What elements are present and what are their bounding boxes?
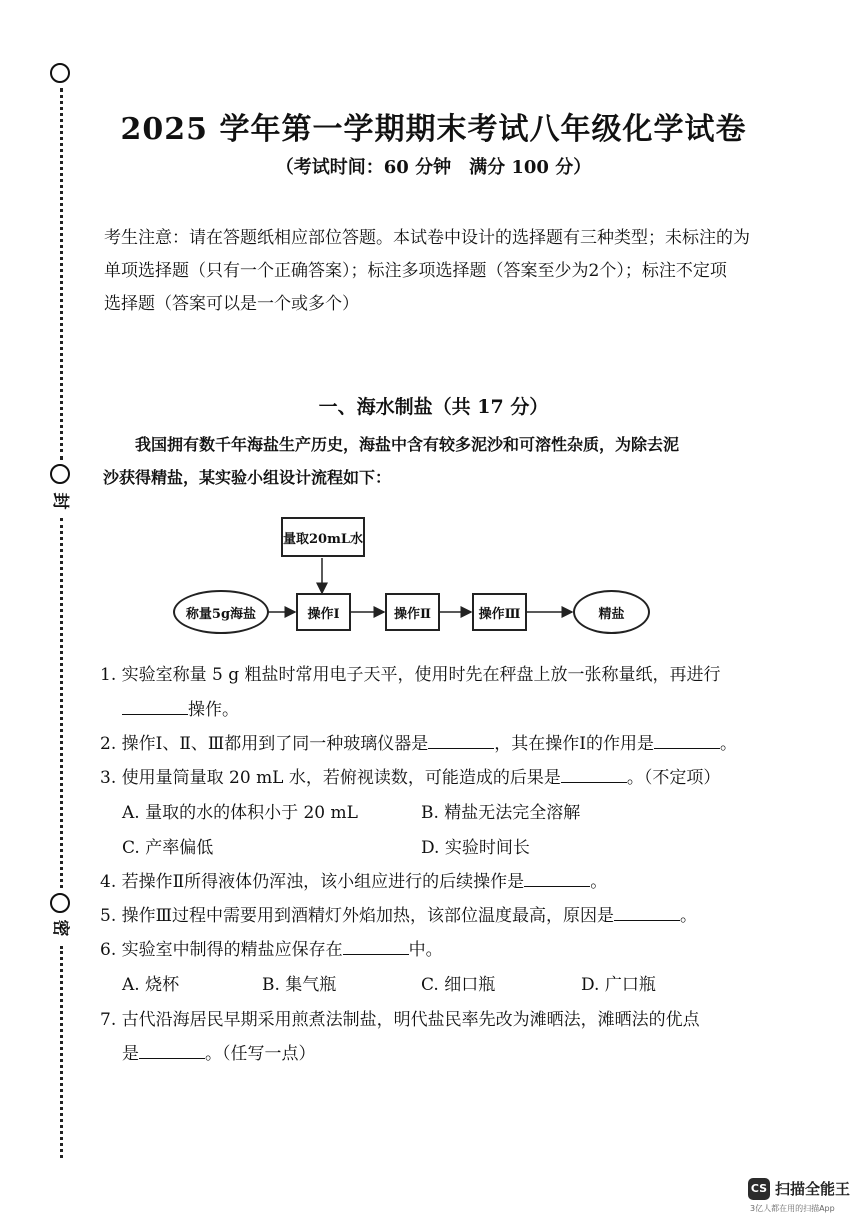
question-text: 。（任写一点）: [205, 1044, 316, 1064]
question-7: [100, 1008, 700, 1032]
notice-line: 考生注意：请在答题纸相应部位答题。本试卷中设计的选择题有三种类型；未标注的为: [104, 228, 750, 248]
notice-line: 单项选择题（只有一个正确答案）；标注多项选择题（答案至少为2个）；标注不定项: [104, 261, 727, 281]
camscanner-logo-icon: CS: [748, 1178, 770, 1200]
question-2: [100, 732, 737, 756]
question-3: [100, 766, 720, 790]
question-6: [100, 938, 443, 962]
answer-blank[interactable]: [654, 732, 720, 749]
question-text: 5. 操作Ⅲ过程中需要用到酒精灯外焰加热，该部位温度最高，原因是: [100, 906, 615, 926]
option-b: B. 精盐无法完全溶解: [421, 803, 581, 823]
section-title: 一、海水制盐（共 17 分）: [318, 396, 549, 418]
notice-line: 选择题（答案可以是一个或多个）: [104, 294, 359, 314]
question-text: 。: [590, 872, 608, 892]
question-7-cont: [122, 1042, 316, 1066]
option-b: B. 集气瓶: [262, 975, 337, 995]
question-text: 是: [122, 1044, 139, 1064]
option-c: C. 细口瓶: [421, 975, 496, 995]
answer-blank[interactable]: [428, 732, 494, 749]
answer-blank[interactable]: [139, 1042, 205, 1059]
question-text: 2. 操作Ⅰ、Ⅱ、Ⅲ都用到了同一种玻璃仪器是: [100, 734, 429, 754]
option-a: A. 量取的水的体积小于 20 mL: [122, 803, 358, 823]
option-d: D. 实验时间长: [421, 838, 530, 858]
question-text: 4. 若操作Ⅱ所得液体仍浑浊，该小组应进行的后续操作是: [100, 872, 525, 892]
watermark-name: 扫描全能王: [775, 1180, 851, 1198]
flow-step1-box: 操作Ⅰ: [296, 593, 351, 631]
answer-blank[interactable]: [343, 938, 409, 955]
question-text: 3. 使用量筒量取 20 mL 水，若俯视读数，可能造成的后果是: [100, 768, 561, 788]
question-1-cont: [122, 698, 239, 722]
intro-line: 我国拥有数千年海盐生产历史，海盐中含有较多泥沙和可溶性杂质，为除去泥: [135, 435, 680, 454]
answer-blank[interactable]: [561, 766, 627, 783]
question-text: 6. 实验室中制得的精盐应保存在: [100, 940, 343, 960]
binding-char-seal: 封: [48, 489, 72, 513]
question-text: 。（不定项）: [626, 768, 721, 788]
flow-step3-box: 操作Ⅲ: [472, 593, 527, 631]
watermark-tagline: 3亿人都在用的扫描App: [750, 1204, 835, 1213]
binding-dotted-line: [60, 946, 63, 1158]
binding-char-secret: 密: [48, 916, 72, 940]
question-text: 。: [720, 734, 738, 754]
binding-hole-lower: [50, 893, 70, 913]
flow-start-ellipse: 称量5g海盐: [173, 590, 269, 634]
page-title: 2025 学年第一学期期末考试八年级化学试卷: [120, 112, 747, 147]
question-text: 中。: [408, 940, 443, 960]
question-4: [100, 870, 607, 894]
intro-line: 沙获得精盐，某实验小组设计流程如下：: [103, 468, 392, 487]
answer-blank[interactable]: [614, 904, 680, 921]
question-text: 操作。: [188, 700, 239, 720]
question-text: ，其在操作Ⅰ的作用是: [494, 734, 655, 754]
question-text: 。: [680, 906, 698, 926]
question-5: [100, 904, 697, 928]
scanner-watermark: [748, 1176, 858, 1216]
option-a: A. 烧杯: [122, 975, 180, 995]
answer-blank[interactable]: [122, 698, 188, 715]
question-text: 1. 实验室称量 5 g 粗盐时常用电子天平，使用时先在秤盘上放一张称量纸，再进行: [100, 665, 721, 685]
question-text: 7. 古代沿海居民早期采用煎煮法制盐，明代盐民率先改为滩晒法，滩晒法的优点: [100, 1010, 700, 1030]
option-d: D. 广口瓶: [581, 975, 656, 995]
answer-blank[interactable]: [524, 870, 590, 887]
flow-water-box: 量取20mL水: [281, 517, 365, 557]
exam-info: （考试时间：60 分钟 满分 100 分）: [275, 157, 592, 178]
flow-step2-box: 操作Ⅱ: [385, 593, 440, 631]
option-c: C. 产率偏低: [122, 838, 214, 858]
question-1: [100, 663, 721, 687]
flow-end-ellipse: 精盐: [573, 590, 650, 634]
